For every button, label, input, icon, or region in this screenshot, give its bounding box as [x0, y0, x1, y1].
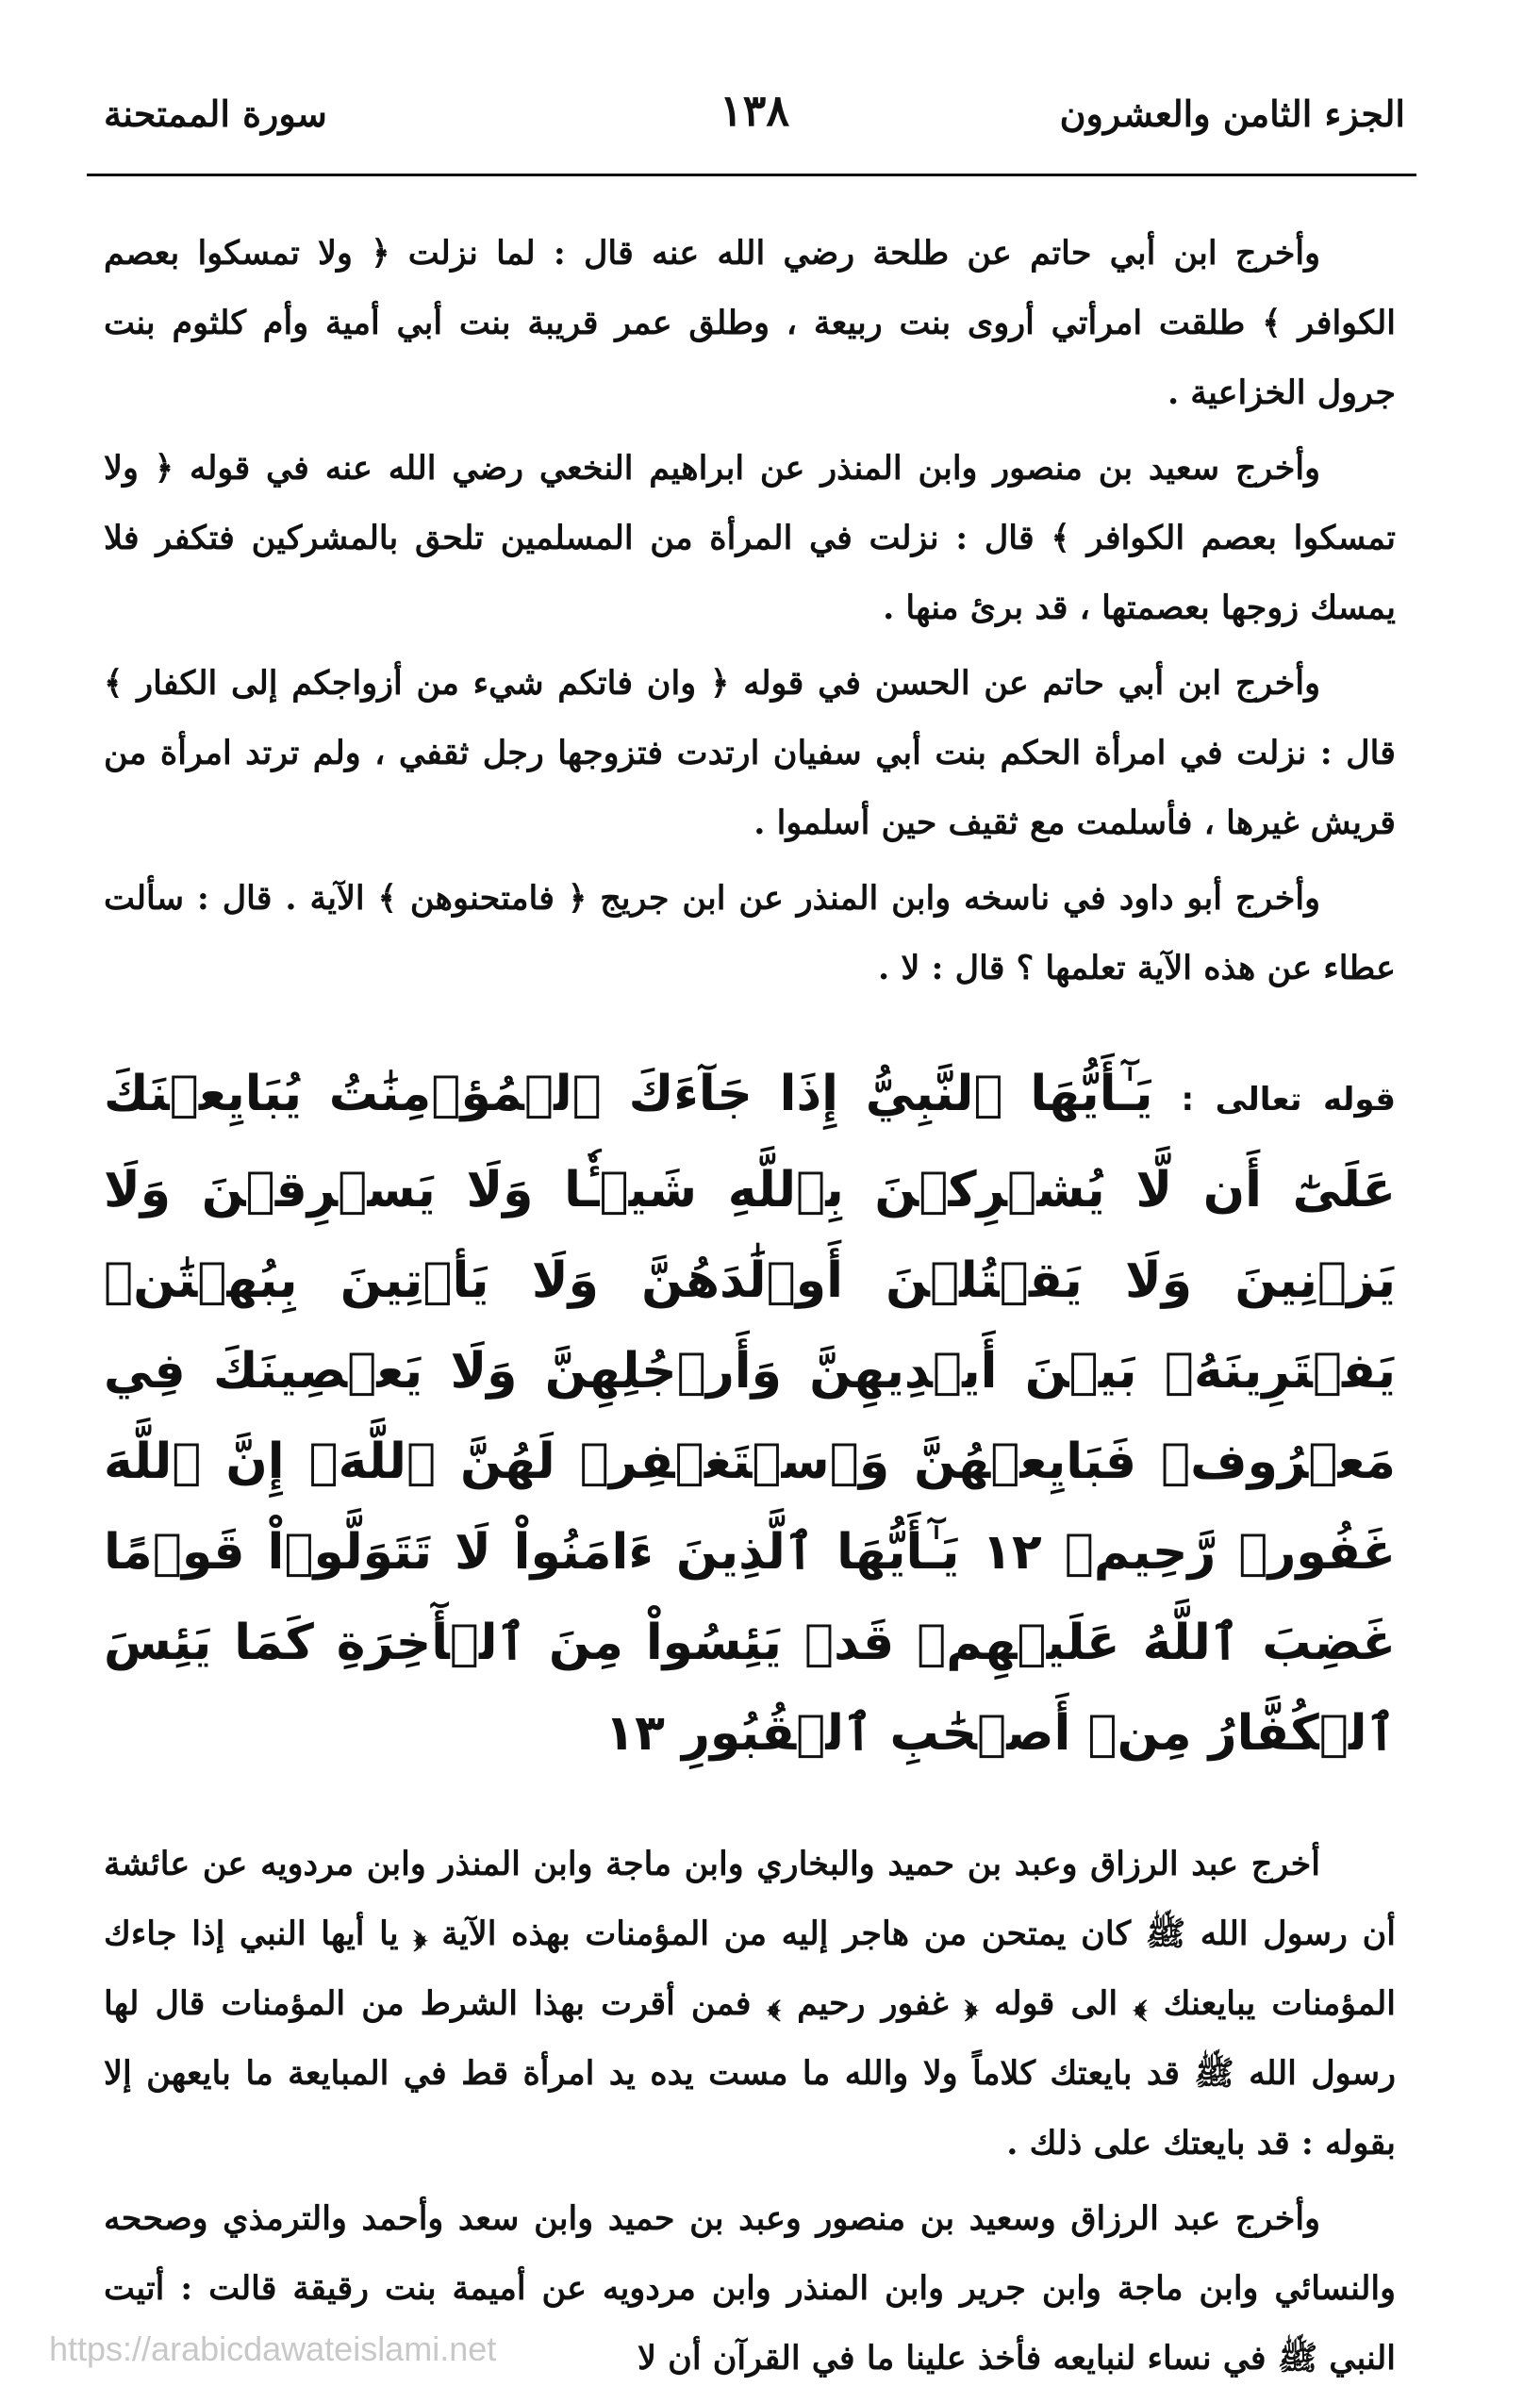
- juz-title: الجزء الثامن والعشرون: [1059, 92, 1405, 135]
- paragraph: وأخرج ابن أبي حاتم عن طلحة رضي الله عنه قال : لما نزلت ﴿ ولا تمسكوا بعصم الكوافر ﴾ طلقت امرأتي أروى بنت ربيعة ، وطلق عمر قريبة بنت أبي أمية وأم كلثوم بنت جرول الخزاعية .: [104, 234, 1396, 412]
- watermark-url: https://arabicdawateislami.net: [49, 2329, 497, 2368]
- paragraph: وأخرج عبد الرزاق وسعيد بن منصور وعبد بن حميد وابن سعد وأحمد والترمذي وصححه والنسائي وابن ماجة وابن جرير وابن المنذر وابن مردويه عن أميمة بنت رقيقة قالت : أتيت النبي ﷺ في نساء لنبايعه فأخذ علينا ما في القرآن أن لا: [104, 2199, 1396, 2378]
- paragraph: وأخرج ابن أبي حاتم عن الحسن في قوله ﴿ وان فاتكم شيء من أزواجكم إلى الكفار ﴾ قال : نزلت في امرأة الحكم بنت أبي سفيان ارتدت فتزوجها رجل ثقفي ، ولم ترتد امرأة من قريش غيرها ، فأسلمت مع ثقيف حين أسلموا .: [104, 664, 1396, 842]
- quran-verse-block: [104, 1049, 1396, 1779]
- paragraph: وأخرج أبو داود في ناسخه وابن المنذر عن ابن جريج ﴿ فامتحنوهن ﴾ الآية . قال : سألت عطاء عن هذه الآية تعلمها ؟ قال : لا .: [104, 879, 1396, 987]
- verse-text: يَـٰٓأَيُّهَا ٱلنَّبِيُّ إِذَا جَآءَكَ ٱلۡمُؤۡمِنَٰتُ يُبَايِعۡنَكَ عَلَىٰٓ أَن لَّا يُشۡرِكۡنَ بِٱللَّهِ شَيۡـٔٗا وَلَا يَسۡرِقۡنَ وَلَا يَزۡنِينَ وَلَا يَقۡتُلۡنَ أَوۡلَٰدَهُنَّ وَلَا يَأۡتِينَ بِبُهۡتَٰنٖ يَفۡتَرِينَهُۥ بَيۡنَ أَيۡدِيهِنَّ وَأَرۡجُلِهِنَّ وَلَا يَعۡصِينَكَ فِي مَعۡرُوفٖ فَبَايِعۡهُنَّ وَٱسۡتَغۡفِرۡ لَهُنَّ ٱللَّهَۚ إِنَّ ٱللَّهَ غَفُورٞ رَّحِيمٞ ١٢ يَـٰٓأَيُّهَا ٱلَّذِينَ ءَامَنُواْ لَا تَتَوَلَّوۡاْ قَوۡمًا غَضِبَ ٱللَّهُ عَلَيۡهِمۡ قَدۡ يَئِسُواْ مِنَ ٱلۡأٓخِرَةِ كَمَا يَئِسَ ٱلۡكُفَّارُ مِنۡ أَصۡحَٰبِ ٱلۡقُبُورِ ١٣: [104, 1066, 1396, 1762]
- page-header: [104, 83, 1405, 158]
- paragraph: أخرج عبد الرزاق وعبد بن حميد والبخاري وابن ماجة وابن المنذر وابن مردويه عن عائشة أن رسول الله ﷺ كان يمتحن من هاجر إليه من المؤمنات بهذه الآية ﴿ يا أيها النبي إذا جاءك المؤمنات يبايعنك ﴾ الى قوله ﴿ غفور رحيم ﴾ فمن أقرت بهذا الشرط من المؤمنات قال لها رسول الله ﷺ قد بايعتك كلاماً ولا والله ما مست يده يد امرأة قط في المبايعة ما بايعهن إلا بقوله : قد بايعتك على ذلك .: [104, 1845, 1396, 2163]
- paragraph: وأخرج سعيد بن منصور وابن المنذر عن ابراهيم النخعي رضي الله عنه في قوله ﴿ ولا تمسكوا بعصم الكوافر ﴾ قال : نزلت في المرأة من المسلمين تلحق بالمشركين فتكفر فلا يمسك زوجها بعصمتها ، قد برئ منها .: [104, 449, 1396, 627]
- page-body: [104, 219, 1396, 2399]
- page-number: ١٣٨: [719, 85, 790, 136]
- verse-intro: قوله تعالى :: [1181, 1081, 1396, 1119]
- header-divider: [87, 174, 1416, 176]
- quran-verse: [104, 1049, 1396, 1779]
- surah-title: سورة الممتحنة: [104, 92, 327, 135]
